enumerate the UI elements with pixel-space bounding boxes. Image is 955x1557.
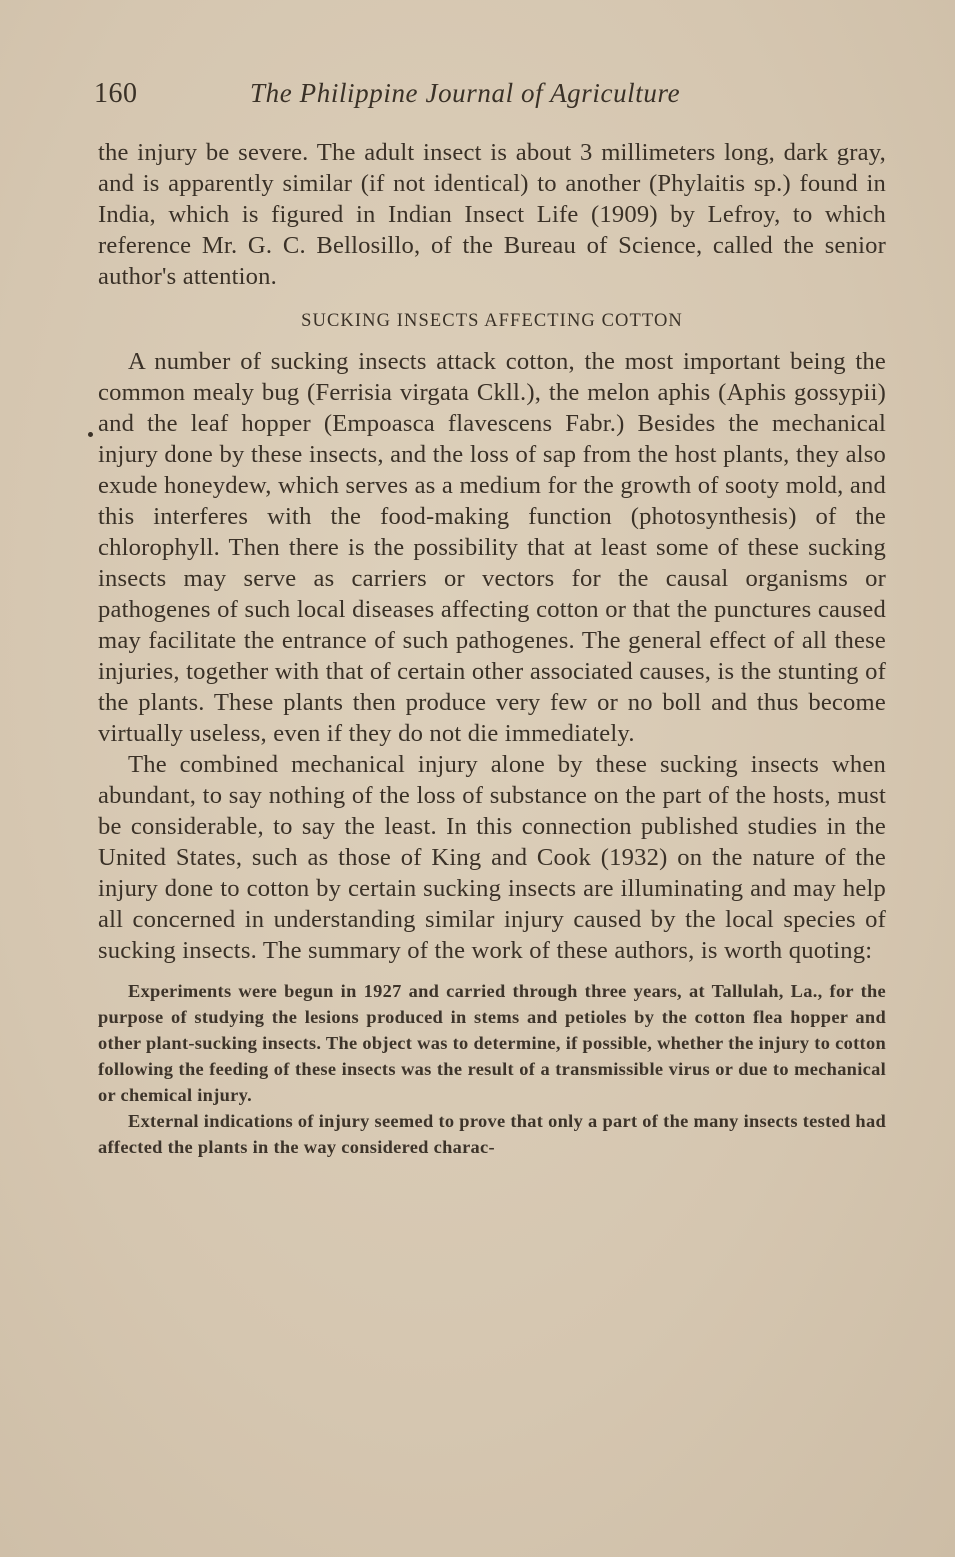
section-heading: SUCKING INSECTS AFFECTING COTTON: [301, 311, 683, 331]
paragraph-sucking-insects: A number of sucking insects attack cotton, the most important being the common mealy bug (Ferrisia virgata Ckll.), the melon aphis (Aphis gossypii) and the leaf hopper (Empoasca flavescens Fabr.) Besides the mechanical injury done by these insects, and the loss of sap from the host plants, they also exude honeydew, which serves as a medium for the growth of sooty mold, and this interferes with the food-making function (photosynthesis) of the chlorophyll. Then there is the possibility that at least some of these sucking insects may serve as carriers or vectors for the causal organisms or pathogenes of such local diseases affecting cotton or that the punctures caused may facilitate the entrance of such pathogenes. The general effect of all these injuries, together with that of certain other associated causes, is the stunting of the plants. These plants then produce very few or no boll and thus become virtually useless, even if they do not die immediately.: [98, 348, 886, 747]
block-quote-experiments: Experiments were begun in 1927 and carried through three years, at Tallulah, La., for the purpose of studying the lesions produced in stems and petioles by the cotton flea hopper and other plant-sucking insects. The object was to determine, if possible, whether the injury to cotton following the feeding of these insects was the result of a transmissible virus or due to mechanical or chemical injury.: [98, 981, 886, 1105]
journal-title: The Philippine Journal of Agriculture: [250, 78, 681, 108]
block-quote-external-indications: External indications of injury seemed to prove that only a part of the many insects tested had affected the plants in the way considered charac-: [98, 1111, 886, 1157]
margin-dot-mark: [88, 432, 93, 437]
body-text: [98, 137, 886, 1160]
paragraph-mechanical-injury: The combined mechanical injury alone by these sucking insects when abundant, to say nothing of the loss of substance on the part of the hosts, must be considerable, to say the least. In this connection published studies in the United States, such as those of King and Cook (1932) on the nature of the injury done to cotton by certain sucking insects are illuminating and may help all concerned in understanding similar injury caused by the local species of sucking insects. The summary of the work of these authors, is worth quoting:: [98, 751, 886, 964]
running-head: [94, 78, 794, 118]
page-number: 160: [94, 78, 138, 109]
paragraph-continued: the injury be severe. The adult insect is about 3 millimeters long, dark gray, and is apparently similar (if not identical) to another (Phylaitis sp.) found in India, which is figured in Indian Insect Life (1909) by Lefroy, to which reference Mr. G. C. Bellosillo, of the Bureau of Science, called the senior author's attention.: [98, 139, 886, 290]
